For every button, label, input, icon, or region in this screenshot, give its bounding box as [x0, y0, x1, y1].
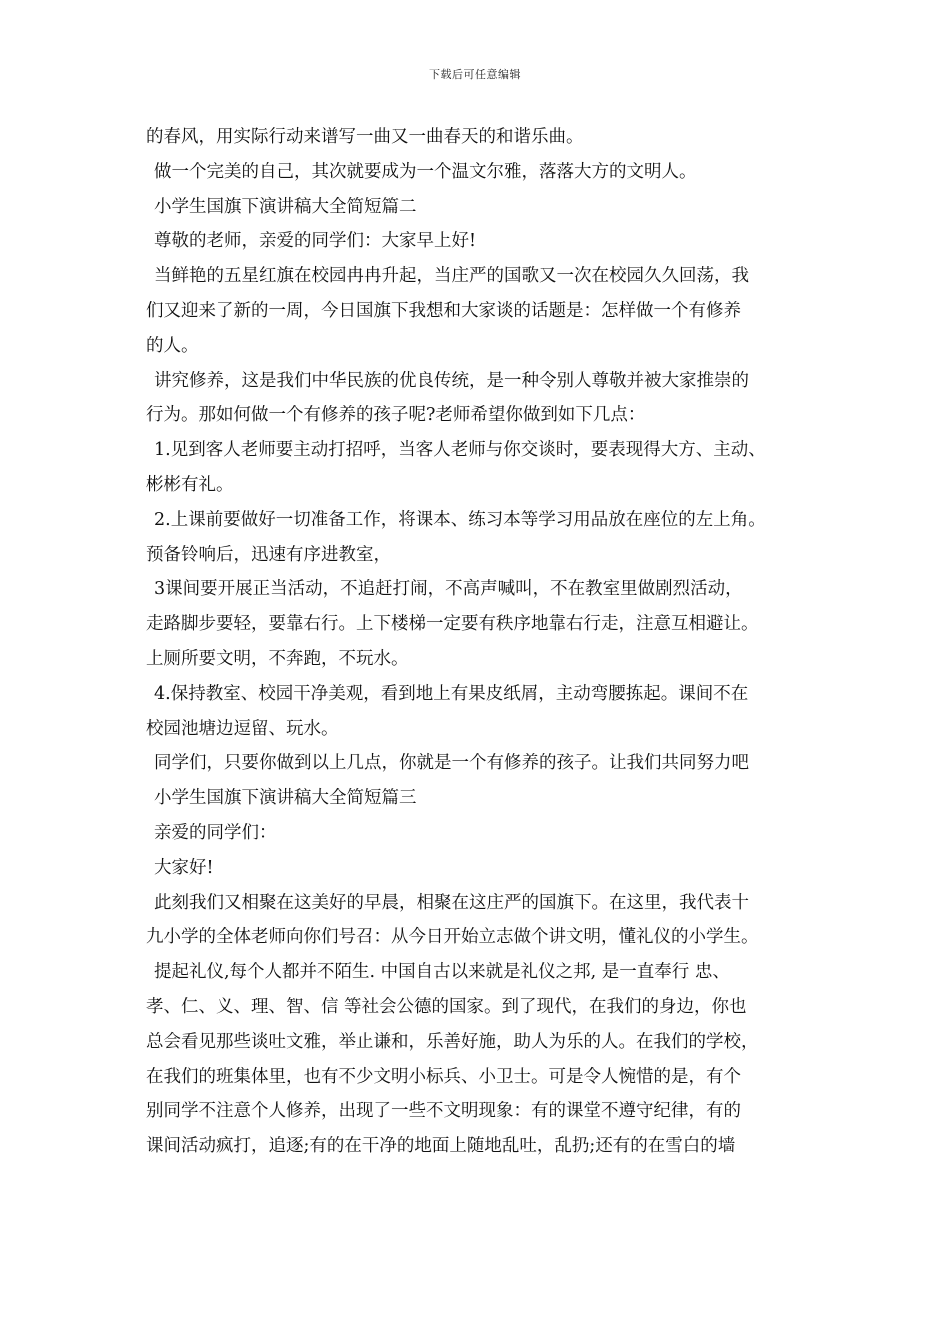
- text-line: 在我们的班集体里，也有不少文明小标兵、小卫士。可是令人惋惜的是，有个: [146, 1066, 741, 1087]
- text-line: 2.上课前要做好一切准备工作，将课本、练习本等学习用品放在座位的左上角。: [154, 509, 766, 530]
- text-line: 尊敬的老师，亲爱的同学们：大家早上好!: [154, 231, 477, 252]
- text-line: 4.保持教室、校园干净美观，看到地上有果皮纸屑，主动弯腰拣起。课间不在: [154, 683, 749, 704]
- text-line: 行为。那如何做一个有修养的孩子呢?老师希望你做到如下几点：: [146, 405, 646, 426]
- text-line: 走路脚步要轻，要靠右行。上下楼梯一定要有秩序地靠右行走，注意互相避让。: [146, 614, 759, 635]
- text-line: 的人。: [146, 335, 199, 356]
- text-line: 们又迎来了新的一周，今日国旗下我想和大家谈的话题是：怎样做一个有修养: [146, 300, 741, 321]
- text-line: 做一个完美的自己，其次就要成为一个温文尔雅，落落大方的文明人。: [154, 161, 697, 182]
- text-line: 彬彬有礼。: [146, 474, 234, 495]
- text-line: 九小学的全体老师向你们号召：从今日开始立志做个讲文明，懂礼仪的小学生。: [146, 927, 759, 948]
- text-line: 亲爱的同学们：: [154, 822, 277, 843]
- text-line: 别同学不注意个人修养，出现了一些不文明现象：有的课堂不遵守纪律，有的: [146, 1101, 741, 1122]
- text-line: 的春风，用实际行动来谱写一曲又一曲春天的和谐乐曲。: [146, 127, 584, 147]
- text-line: 孝、仁、义、理、智、信 等社会公德的国家。到了现代，在我们的身边，你也: [146, 996, 747, 1017]
- text-line: 同学们，只要你做到以上几点，你就是一个有修养的孩子。让我们共同努力吧: [154, 753, 749, 774]
- text-line: 此刻我们又相聚在这美好的早晨，相聚在这庄严的国旗下。在这里，我代表十: [154, 892, 749, 913]
- text-line: 课间活动疯打，追逐;有的在干净的地面上随地乱吐，乱扔;还有的在雪白的墙: [146, 1136, 736, 1157]
- text-line: 大家好!: [154, 857, 214, 878]
- document-body: [146, 120, 826, 1164]
- text-line: 提起礼仪,每个人都并不陌生. 中国自古以来就是礼仪之邦, 是一直奉行 忠、: [154, 962, 730, 983]
- text-line: 上厕所要文明，不奔跑，不玩水。: [146, 648, 409, 669]
- text-line: 总会看见那些谈吐文雅，举止谦和，乐善好施，助人为乐的人。在我们的学校，: [146, 1031, 759, 1052]
- text-line: 小学生国旗下演讲稿大全简短篇二: [154, 196, 417, 217]
- text-line: 讲究修养，这是我们中华民族的优良传统，是一种令别人尊敬并被大家推崇的: [154, 370, 749, 391]
- text-line: 1.见到客人老师要主动打招呼，当客人老师与你交谈时，要表现得大方、主动、: [154, 440, 766, 461]
- text-line: 当鲜艳的五星红旗在校园冉冉升起，当庄严的国歌又一次在校园久久回荡，我: [154, 266, 749, 287]
- text-line: 预备铃响后，迅速有序进教室，: [146, 544, 391, 565]
- text-line: 校园池塘边逗留、玩水。: [146, 718, 339, 739]
- text-line: 小学生国旗下演讲稿大全简短篇三: [154, 788, 417, 809]
- page-header: 下载后可任意编辑: [429, 68, 521, 81]
- text-line: 3课间要开展正当活动，不追赶打闹，不高声喊叫，不在教室里做剧烈活动，: [154, 579, 743, 600]
